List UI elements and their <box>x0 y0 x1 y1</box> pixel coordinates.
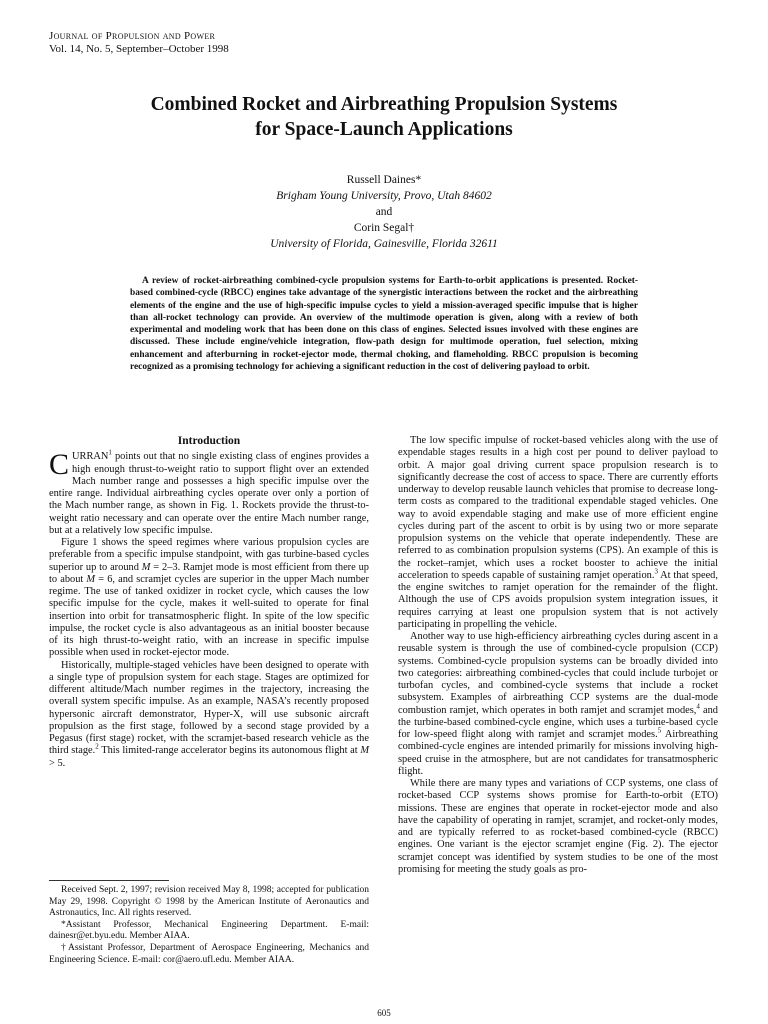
math-symbol: M <box>86 573 96 585</box>
paragraph-3: Historically, multiple-staged vehicles have been designed to operate with a single type of propulsion system for each stage. Stages are optimized for different altitude/Mach number regimes in the trajectory, increasing the overall system specific impulse. As an example, NASA’s recently proposed hypersonic aircraft demonstrator, Hyper-X, will use subsonic aircraft propulsion as the first stage, followed by a second stage provided by a Pegasus (first stage) rocket, with the scramjet-based research vehicle as the third stage.$^2$ This limited-range accelerator begins its autonomous flight at M > 5. <box>49 659 370 769</box>
paragraph-2: Figure 1 shows the speed regimes where various propulsion cycles are preferable from a specific impulse standpoint, with gas turbine-based cycles superior up to around M = 2–3. Ramjet mode is most efficient from there up to about M = 6, and scramjet cycles are superior in the upper Mach number regime. The use of tanked oxidizer in rocket cycle, which causes the low specific impulse for the cycle, makes it well-suited to operate for final insertion into orbit for transatmospheric flight. In spite of the low specific impulse, the rocket cycle is also advantageous as an initial booster because of its high thrust-to-weight ratio, with an increase in specific impulse possible when used in rocket-ejector mode. <box>49 537 369 659</box>
reference-mark: 5 <box>657 726 662 735</box>
footnote-rule <box>49 880 169 881</box>
paragraph-4: The low specific impulse of rocket-based vehicles along with the use of expendable stages results in a high cost per pound to deliver payload to orbit. A major goal driving current space propulsion research is to significantly decrease the cost of access to space. There are currently efforts underway to develop reusable launch vehicles that promise to decrease long-term costs as compared to the traditional expendable staged vehicles. One way to avoid expendable staging and make use of more efficient engine cycles during part of the ascent to orbit is by using two or more separate propulsion systems on the vehicle that operate independently. These are referred to as combination propulsion systems (CPS). An example of this is the rocket–ramjet, which uses a rocket booster to achieve the initial acceleration to speeds capable of sustaining ramjet operation.$^3$ At that speed, the engine switches to ramjet operation for the remainder of the flight. Although the use of CPS avoids propulsion system integration issues, it requires carrying at least one propulsion system that is not actively participating in propelling the vehicle. <box>398 435 718 630</box>
paragraph-6: While there are many types and variations of CCP systems, one class of rocket-based CCP systems shows promise for Earth-to-orbit (ETO) missions. These are engines that operate in rocket-ejector mode and also have the capability of operating in ramjet, scramjet, and rocket-only modes, and are typically referred to as rocket-based combined-cycle (RBCC) engines. One variant is the ejector scramjet engine (Fig. 2). The ejector scramjet concept was identified by system studies to be one of the most promising for meeting the study goals as pro- <box>398 778 718 875</box>
title-line-2: for Space-Launch Applications <box>255 119 513 140</box>
abstract-text: A review of rocket-airbreathing combined-cycle propulsion systems for Earth-to-orbit applications is presented. Rocket-based combined-cycle (RBCC) engines take advantage of the synergistic interactions between the rocket and the airbreathing elements of the engine and the use of high-specific impulse cycles to yield a mission-averaged specific impulse that is higher than all-rocket technology can provide. An overview of the multimode operation is given, along with a review of both experimental and modeling work that has been done on this class of engines. Selected issues involved with these engines are discussed. These include engine/vehicle integration, flow-path design for multimode operation, fuel selection, mixing enhancement and afterburning in rocket-ejector mode, thermal choking, and flameholding. RBCC propulsion is becoming recognized as a promising technology for achieving a significant reduction in the cost of delivering payload to orbit. <box>130 276 638 373</box>
journal-name: Journal of Propulsion and Power <box>49 30 216 42</box>
received-note: Received Sept. 2, 1997; revision received May 8, 1998; accepted for publication May 29, 1998. Copyright © 1998 by the American Institute of Aeronautics and Astronautics, Inc. All rights reserved. <box>49 885 369 919</box>
reference-mark: 3 <box>654 567 658 576</box>
footnotes <box>49 880 369 966</box>
math-symbol: M <box>141 561 151 573</box>
footnote-author-2: †Assistant Professor, Department of Aerospace Engineering, Mechanics and Engineering Science. E-mail: cor@aero.ufl.edu. Member AIAA. <box>49 942 369 965</box>
affiliation-2: University of Florida, Gainesville, Florida 32611 <box>270 238 498 250</box>
lead-word: URRAN <box>72 451 109 463</box>
author-2: Corin Segal† <box>353 222 415 234</box>
right-column <box>398 435 718 876</box>
author-1: Russell Daines* <box>346 174 422 186</box>
footnote-author-1: *Assistant Professor, Mechanical Engineering Department. E-mail: dainesr@et.byu.edu. Member AIAA. <box>49 919 369 942</box>
running-header <box>49 30 229 56</box>
abstract <box>130 275 638 373</box>
author-conjunction: and <box>375 206 393 218</box>
drop-cap: C <box>49 448 70 482</box>
left-column <box>49 435 369 770</box>
title-line-1: Combined Rocket and Airbreathing Propulsion Systems <box>150 94 618 115</box>
math-symbol: M <box>360 745 370 757</box>
page-number: 605 <box>377 1008 391 1018</box>
author-block <box>40 172 728 252</box>
reference-mark: 2 <box>95 742 99 751</box>
paragraph-5: Another way to use high-efficiency airbreathing cycles during ascent in a reusable system is through the use of combined-cycle propulsion (CCP) systems. Combined-cycle propulsion systems can be broadly divided into two categories: airbreathing combined-cycles that could include turbojet or turbofan cycles, and combined-cycle systems that include a rocket subsystem. Examples of airbreathing CCP systems are the dual-mode combustion ramjet, which operates in both ramjet and scramjet modes,$^4$ and the turbine-based combined-cycle engine, which uses a turbine-based cycle for low-speed flight along with ramjet and scramjet modes.$^5$ Airbreathing combined-cycle engines are intended primarily for missions involving high-speed cruise in the atmosphere, but are not candidates for transatmospheric flight. <box>398 631 718 777</box>
volume-issue: Vol. 14, No. 5, September–October 1998 <box>49 43 229 55</box>
reference-mark: 1 <box>108 448 112 457</box>
paragraph-1: CURRAN$^1$ points out that no single existing class of engines provides a high enough thrust-to-weight ratio to support flight over an extended Mach number range and possesses a high specific impulse over the entire range. Individual airbreathing cycles operate over only a portion of the Mach number range, as shown in Fig. 1. Rockets provide the thrust-to-weight ratio necessary and can operate over the entire Mach number range, but at a relatively low specific impulse. <box>49 448 369 536</box>
affiliation-1: Brigham Young University, Provo, Utah 84602 <box>276 190 492 202</box>
paper-title <box>40 92 728 142</box>
section-heading-introduction: Introduction <box>177 435 241 447</box>
reference-mark: 4 <box>696 702 700 711</box>
